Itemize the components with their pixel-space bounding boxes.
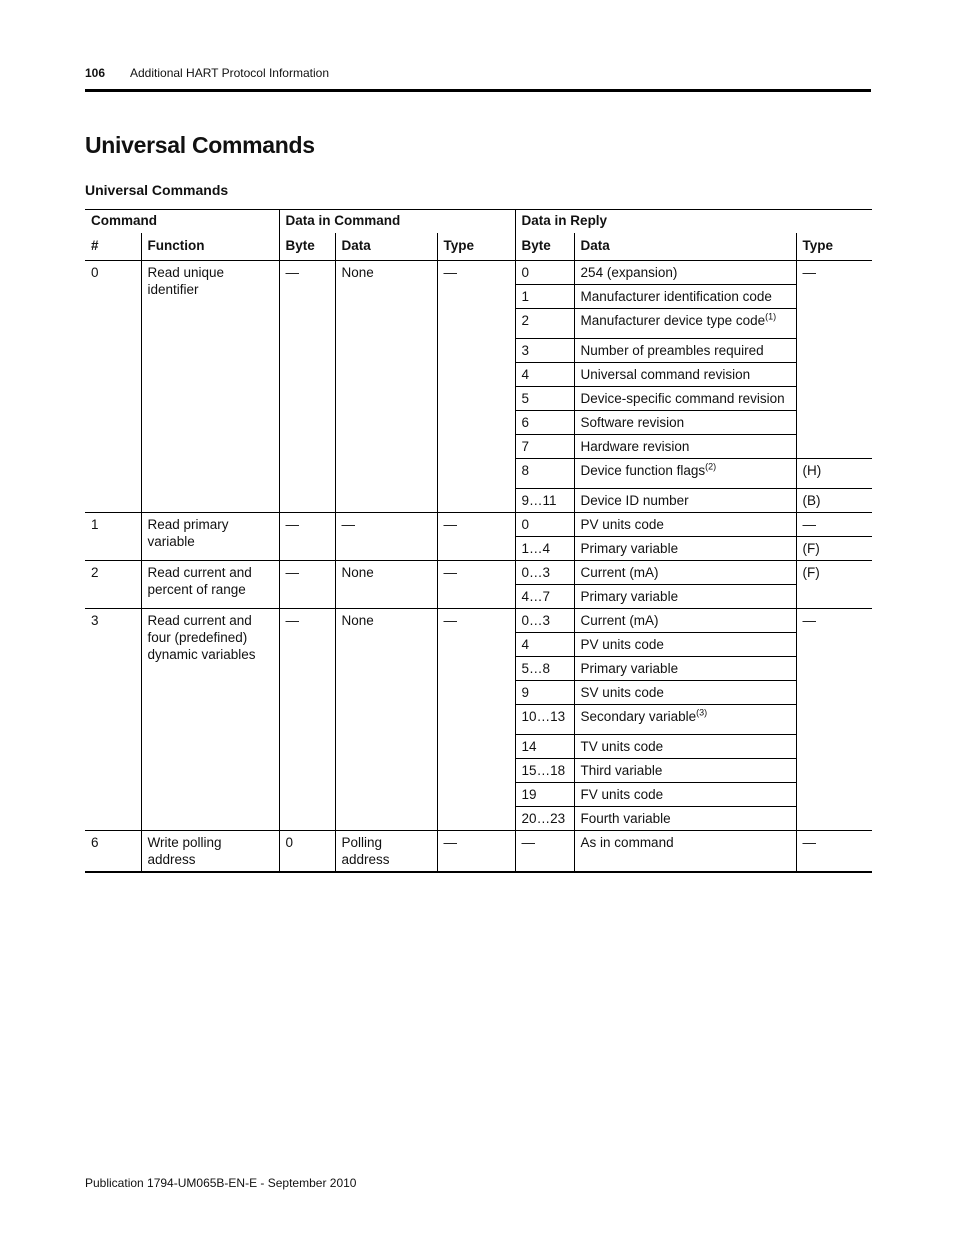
command-type: —: [437, 831, 515, 873]
reply-type: —: [796, 261, 872, 459]
reply-data-text: PV units code: [580, 637, 664, 652]
column-header: Byte: [515, 233, 574, 261]
reply-data: [574, 705, 796, 735]
reply-byte: 2: [515, 309, 574, 339]
command-function: Read primary variable: [141, 513, 279, 561]
reply-data: [574, 609, 796, 633]
command-type: —: [437, 261, 515, 513]
reply-data: [574, 435, 796, 459]
reply-type: (F): [796, 537, 872, 561]
header-rule: [85, 89, 871, 92]
reply-data: [574, 309, 796, 339]
universal-commands-table: [85, 209, 872, 873]
command-number: 3: [85, 609, 141, 831]
reply-byte: 4…7: [515, 585, 574, 609]
reply-data: [574, 783, 796, 807]
reply-byte: 5: [515, 387, 574, 411]
reply-data: [574, 411, 796, 435]
reply-byte: 0: [515, 513, 574, 537]
footnote-marker: (2): [705, 461, 717, 472]
reply-byte: 4: [515, 363, 574, 387]
reply-data-text: Secondary variable: [580, 709, 697, 724]
command-type: —: [437, 513, 515, 561]
table-row: [85, 831, 872, 873]
reply-data-text: Software revision: [580, 415, 685, 430]
command-function: Read current and four (predefined) dynamic variables: [141, 609, 279, 831]
reply-byte: 3: [515, 339, 574, 363]
reply-byte: 0…3: [515, 561, 574, 585]
column-header: #: [85, 233, 141, 261]
reply-byte: 15…18: [515, 759, 574, 783]
section-heading: Universal Commands: [85, 132, 315, 158]
reply-type: (H): [796, 459, 872, 489]
reply-data-text: Primary variable: [580, 661, 679, 676]
command-type: —: [437, 609, 515, 831]
reply-byte: 7: [515, 435, 574, 459]
reply-data: [574, 657, 796, 681]
command-type: —: [437, 561, 515, 609]
reply-data-text: Current (mA): [580, 613, 659, 628]
running-title: Additional HART Protocol Information: [130, 66, 329, 80]
reply-byte: 19: [515, 783, 574, 807]
reply-byte: —: [515, 831, 574, 873]
reply-type: (B): [796, 489, 872, 513]
table-row: [85, 561, 872, 585]
reply-data: [574, 585, 796, 609]
reply-data-text: Hardware revision: [580, 439, 690, 454]
command-byte: —: [279, 261, 335, 513]
reply-data: [574, 735, 796, 759]
reply-type: (F): [796, 561, 872, 609]
reply-data: [574, 363, 796, 387]
reply-data-text: SV units code: [580, 685, 664, 700]
column-header: Byte: [279, 233, 335, 261]
command-number: 2: [85, 561, 141, 609]
column-header: Data: [574, 233, 796, 261]
command-data: Polling address: [335, 831, 437, 873]
reply-data-text: 254 (expansion): [580, 265, 678, 280]
command-data: None: [335, 561, 437, 609]
reply-data-text: Device function flags: [580, 463, 706, 478]
reply-byte: 6: [515, 411, 574, 435]
reply-byte: 9: [515, 681, 574, 705]
reply-data: [574, 807, 796, 831]
reply-data: [574, 261, 796, 285]
reply-data: [574, 681, 796, 705]
command-byte: 0: [279, 831, 335, 873]
reply-data-text: Current (mA): [580, 565, 659, 580]
reply-byte: 20…23: [515, 807, 574, 831]
reply-byte: 4: [515, 633, 574, 657]
page-header: [85, 66, 329, 80]
reply-byte: 10…13: [515, 705, 574, 735]
command-data: None: [335, 261, 437, 513]
reply-data: [574, 633, 796, 657]
reply-data-text: Manufacturer identification code: [580, 289, 772, 304]
reply-data: [574, 561, 796, 585]
footnote-marker: (1): [765, 311, 777, 322]
table-row: [85, 261, 872, 285]
command-byte: —: [279, 561, 335, 609]
column-header: Data: [335, 233, 437, 261]
reply-data-text: Primary variable: [580, 589, 679, 604]
reply-data: [574, 537, 796, 561]
reply-byte: 0: [515, 261, 574, 285]
reply-data-text: Third variable: [580, 763, 663, 778]
reply-data: [574, 285, 796, 309]
reply-byte: 0…3: [515, 609, 574, 633]
reply-type: —: [796, 513, 872, 537]
reply-type: —: [796, 831, 872, 873]
command-number: 0: [85, 261, 141, 513]
table-caption: Universal Commands: [85, 182, 229, 198]
reply-data-text: Manufacturer device type code: [580, 313, 766, 328]
command-number: 6: [85, 831, 141, 873]
reply-data-text: FV units code: [580, 787, 664, 802]
command-function: Write polling address: [141, 831, 279, 873]
group-header-data-in-reply: Data in Reply: [515, 210, 872, 234]
reply-data-text: PV units code: [580, 517, 664, 532]
reply-data-text: As in command: [580, 835, 674, 850]
command-byte: —: [279, 513, 335, 561]
command-function: Read current and percent of range: [141, 561, 279, 609]
command-data: None: [335, 609, 437, 831]
reply-data-text: Device-specific command revision: [580, 391, 785, 406]
group-header-command: Command: [85, 210, 279, 234]
reply-data: [574, 831, 796, 873]
column-header: Function: [141, 233, 279, 261]
table-row: [85, 609, 872, 633]
reply-byte: 14: [515, 735, 574, 759]
reply-byte: 1: [515, 285, 574, 309]
reply-byte: 8: [515, 459, 574, 489]
reply-byte: 1…4: [515, 537, 574, 561]
reply-data: [574, 489, 796, 513]
publication-footer: Publication 1794-UM065B-EN-E - September 2010: [85, 1176, 357, 1190]
reply-byte: 9…11: [515, 489, 574, 513]
reply-data: [574, 339, 796, 363]
column-header: Type: [437, 233, 515, 261]
table-row: [85, 513, 872, 537]
reply-data: [574, 387, 796, 411]
reply-data: [574, 759, 796, 783]
reply-data: [574, 513, 796, 537]
reply-data-text: Fourth variable: [580, 811, 671, 826]
reply-data: [574, 459, 796, 489]
footnote-marker: (3): [696, 707, 708, 718]
reply-data-text: TV units code: [580, 739, 664, 754]
reply-type: —: [796, 609, 872, 831]
reply-data-text: Number of preambles required: [580, 343, 764, 358]
group-header-data-in-command: Data in Command: [279, 210, 515, 234]
reply-data-text: Primary variable: [580, 541, 679, 556]
reply-data-text: Device ID number: [580, 493, 689, 508]
command-data: —: [335, 513, 437, 561]
reply-data-text: Universal command revision: [580, 367, 751, 382]
column-header: Type: [796, 233, 872, 261]
command-function: Read unique identifier: [141, 261, 279, 513]
command-byte: —: [279, 609, 335, 831]
command-number: 1: [85, 513, 141, 561]
page-number: 106: [85, 66, 106, 80]
reply-byte: 5…8: [515, 657, 574, 681]
